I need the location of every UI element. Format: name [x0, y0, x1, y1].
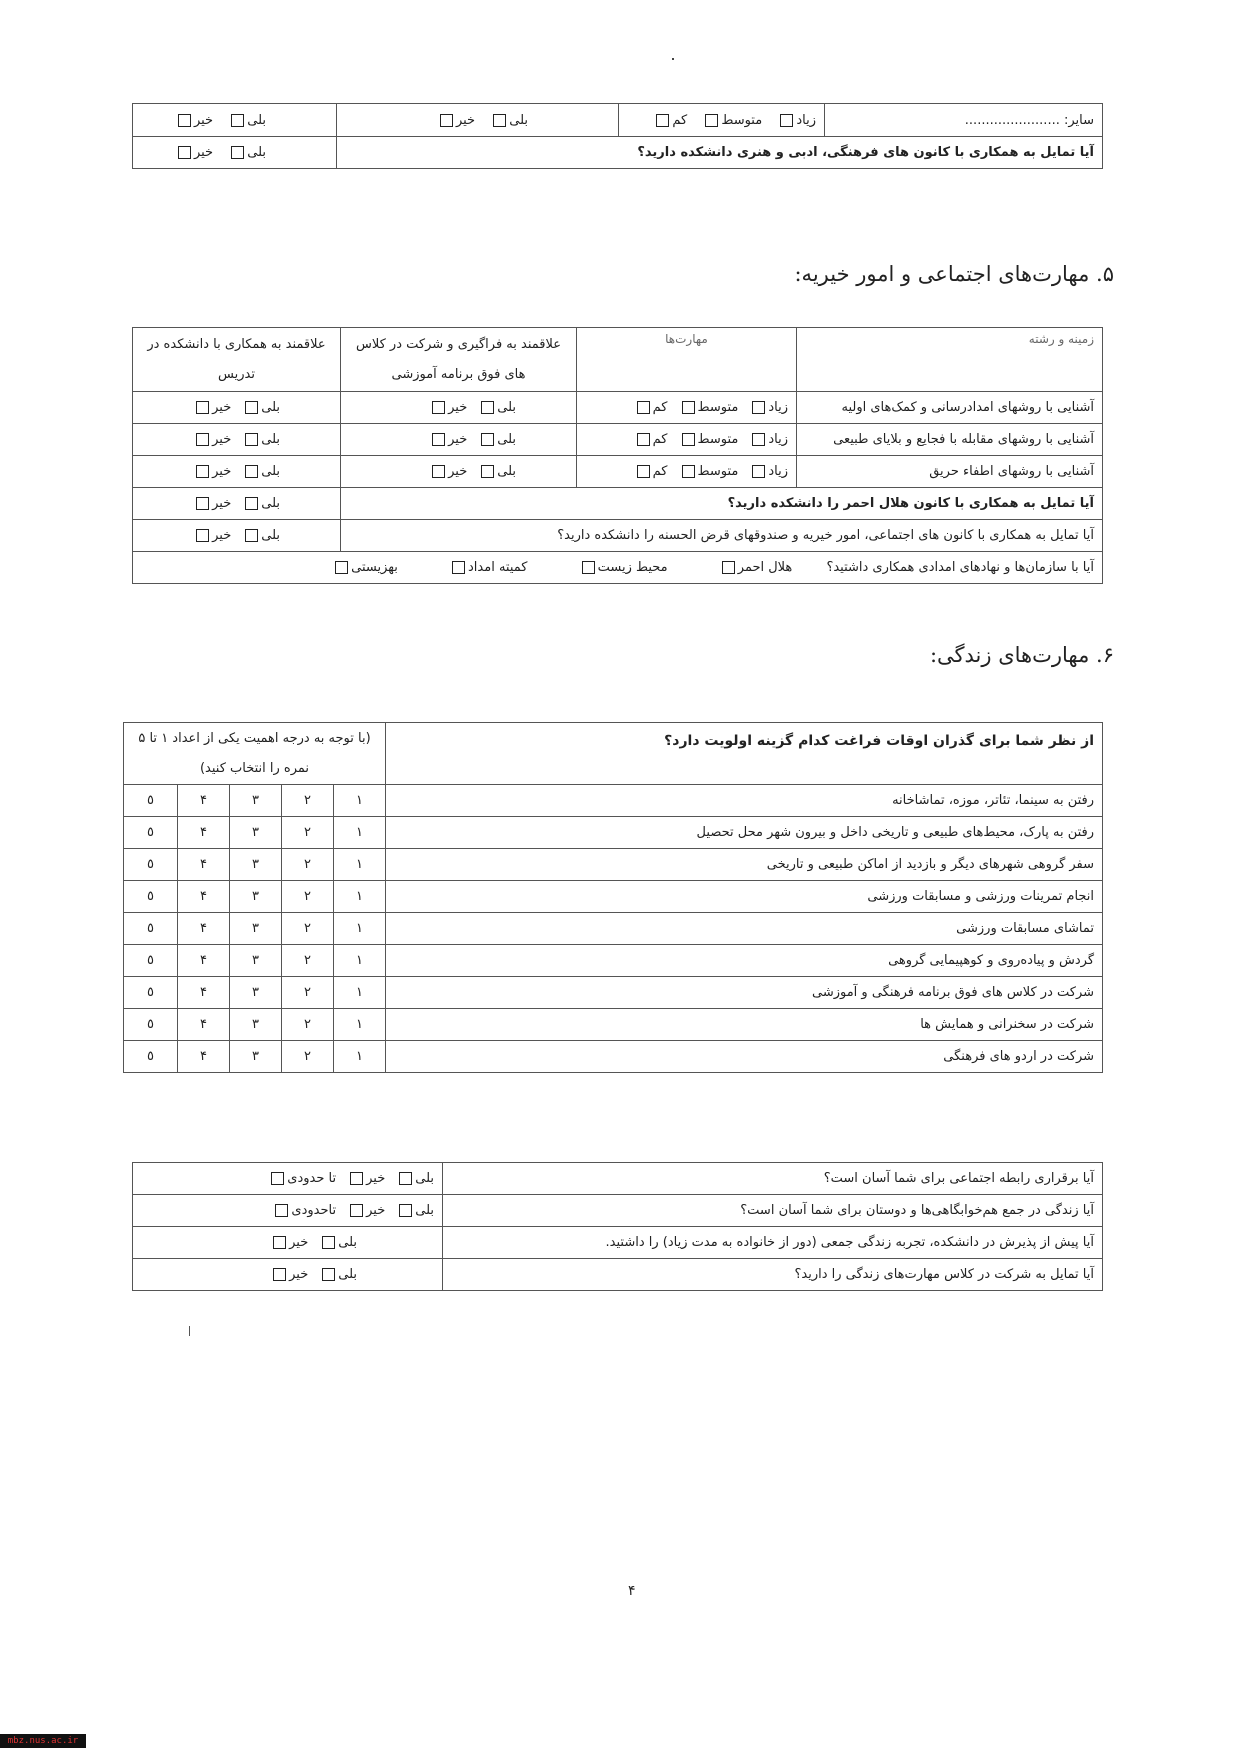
no-checkbox[interactable]: [273, 1236, 286, 1249]
limited-checkbox[interactable]: [271, 1172, 284, 1185]
no-checkbox[interactable]: [432, 401, 445, 414]
yes-no-options: بلیخیر: [133, 1227, 443, 1259]
charity-question: آیا تمایل به همکاری با کانون های اجتماعی، امور خیریه و صندوقهای قرض الحسنه را دانشکده دارید؟: [341, 520, 1103, 552]
level-options: زیاد متوسط کم: [619, 104, 825, 137]
no-checkbox[interactable]: [196, 497, 209, 510]
table-row: [124, 977, 1103, 1009]
score-option[interactable]: ۱: [334, 785, 386, 817]
score-option[interactable]: ۴: [178, 1041, 230, 1073]
yes-checkbox[interactable]: [481, 433, 494, 446]
scan-mark: [189, 1326, 190, 1336]
col-skills-header: مهارت‌ها: [577, 328, 797, 392]
level-options: زیادمتوسطکم: [577, 392, 797, 424]
leisure-item-label: سفر گروهی شهرهای دیگر و بازدید از اماکن طبیعی و تاریخی: [386, 849, 1103, 881]
relief-committee-checkbox[interactable]: [452, 561, 465, 574]
red-crescent-checkbox[interactable]: [722, 561, 735, 574]
no-checkbox[interactable]: [178, 114, 191, 127]
mid-checkbox[interactable]: [682, 465, 695, 478]
yes-no-options: بلیخیر: [133, 1259, 443, 1291]
score-option[interactable]: ۱: [334, 1009, 386, 1041]
yes-no-options: بلی خیر: [133, 137, 337, 169]
low-checkbox[interactable]: [637, 465, 650, 478]
score-option[interactable]: ۱: [334, 945, 386, 977]
score-option[interactable]: ۳: [230, 785, 282, 817]
table-row: [124, 817, 1103, 849]
leisure-instruction: (با توجه به درجه اهمیت یکی از اعداد ۱ تا ۵ نمره را انتخاب کنید): [124, 723, 386, 785]
yes-checkbox[interactable]: [399, 1204, 412, 1217]
score-option[interactable]: ٥: [124, 785, 178, 817]
score-option[interactable]: ۱: [334, 913, 386, 945]
no-checkbox[interactable]: [440, 114, 453, 127]
leisure-question: از نظر شما برای گذران اوقات فراغت کدام گزینه اولویت دارد؟: [386, 723, 1103, 785]
yes-checkbox[interactable]: [481, 401, 494, 414]
score-option[interactable]: ۴: [178, 817, 230, 849]
score-option[interactable]: ۴: [178, 977, 230, 1009]
yes-no-options: بلیخیر: [133, 392, 341, 424]
score-option[interactable]: ۴: [178, 881, 230, 913]
no-checkbox[interactable]: [273, 1268, 286, 1281]
cultural-question: آیا تمایل به همکاری با کانون های فرهنگی، ادبی و هنری دانشکده دارید؟: [337, 137, 1103, 169]
table-row: [124, 881, 1103, 913]
score-option[interactable]: ۲: [282, 913, 334, 945]
yes-checkbox[interactable]: [322, 1236, 335, 1249]
level-options: زیادمتوسطکم: [577, 424, 797, 456]
orgs-row: آیا با سازمان‌ها و نهادهای امدادی همکاری داشتید؟ هلال احمر محیط زیست کمیته امداد بهزیستی: [133, 552, 1103, 584]
limited-checkbox[interactable]: [275, 1204, 288, 1217]
section5-heading: ۵. مهارت‌های اجتماعی و امور خیریه:: [794, 262, 1114, 286]
high-checkbox[interactable]: [752, 401, 765, 414]
table-row: [124, 913, 1103, 945]
leisure-item-label: شرکت در کلاس های فوق برنامه فرهنگی و آموزشی: [386, 977, 1103, 1009]
table-row: [133, 392, 1103, 424]
yes-no-options: بلیخیر: [133, 456, 341, 488]
leisure-item-label: انجام تمرینات ورزشی و مسابقات ورزشی: [386, 881, 1103, 913]
yes-no-options: بلیخیر: [133, 488, 341, 520]
yes-checkbox[interactable]: [231, 146, 244, 159]
score-option[interactable]: ٥: [124, 977, 178, 1009]
low-checkbox[interactable]: [637, 401, 650, 414]
no-checkbox[interactable]: [196, 433, 209, 446]
score-option[interactable]: ۴: [178, 785, 230, 817]
yes-checkbox[interactable]: [322, 1268, 335, 1281]
yes-no-options: بلیخیر: [133, 424, 341, 456]
table-row: [124, 1041, 1103, 1073]
leisure-item-label: رفتن به پارک، محیط‌های طبیعی و تاریخی داخل و بیرون شهر محل تحصیل: [386, 817, 1103, 849]
score-option[interactable]: ۱: [334, 849, 386, 881]
col-field-header: زمینه و رشته: [797, 328, 1103, 392]
score-option[interactable]: ۲: [282, 1041, 334, 1073]
no-checkbox[interactable]: [178, 146, 191, 159]
no-checkbox[interactable]: [196, 529, 209, 542]
yes-no-options: بلی خیر: [337, 104, 619, 137]
table-row: [124, 945, 1103, 977]
welfare-checkbox[interactable]: [335, 561, 348, 574]
score-option[interactable]: ۱: [334, 881, 386, 913]
score-option[interactable]: ۲: [282, 1009, 334, 1041]
table-row: [133, 456, 1103, 488]
social-ease-question: آیا برقراری رابطه اجتماعی برای شما آسان است؟: [443, 1163, 1103, 1195]
yes-no-options: بلیخیر: [341, 392, 577, 424]
row-label: آشنایی با روشهای مقابله با فجایع و بلایای طبیعی: [797, 424, 1103, 456]
score-option[interactable]: ٥: [124, 1009, 178, 1041]
level-options: زیادمتوسطکم: [577, 456, 797, 488]
score-option[interactable]: ۲: [282, 945, 334, 977]
score-option[interactable]: ۳: [230, 849, 282, 881]
yes-checkbox[interactable]: [245, 433, 258, 446]
yes-checkbox[interactable]: [245, 465, 258, 478]
table-row: [124, 849, 1103, 881]
score-option[interactable]: ۱: [334, 817, 386, 849]
score-option[interactable]: ۲: [282, 977, 334, 1009]
score-option[interactable]: ۳: [230, 817, 282, 849]
yes-no-options: بلیخیر: [133, 520, 341, 552]
table-row: [124, 785, 1103, 817]
col-learn-header: علاقمند به فراگیری و شرکت در کلاس های فوق برنامه آموزشی: [341, 328, 577, 392]
yes-no-options: بلیخیر: [341, 456, 577, 488]
score-option[interactable]: ۴: [178, 849, 230, 881]
col-teach-header: علاقمند به همکاری با دانشکده در تدریس: [133, 328, 341, 392]
leisure-table: [123, 722, 1103, 1073]
score-option[interactable]: ۲: [282, 881, 334, 913]
life-skills-table: [132, 1162, 1103, 1291]
mid-checkbox[interactable]: [682, 401, 695, 414]
score-option[interactable]: ٥: [124, 913, 178, 945]
yes-checkbox[interactable]: [245, 401, 258, 414]
no-checkbox[interactable]: [350, 1204, 363, 1217]
leisure-item-label: شرکت در اردو های فرهنگی: [386, 1041, 1103, 1073]
row-label: آشنایی با روشهای امدادرسانی و کمک‌های اولیه: [797, 392, 1103, 424]
score-option[interactable]: ۳: [230, 977, 282, 1009]
yes-no-limited-options: بلیخیرتاحدودی: [133, 1195, 443, 1227]
cultural-table: [132, 103, 1103, 169]
score-option[interactable]: ۴: [178, 945, 230, 977]
site-watermark: mbz.nus.ac.ir: [0, 1734, 86, 1748]
score-option[interactable]: ٥: [124, 1041, 178, 1073]
score-option[interactable]: ۳: [230, 1009, 282, 1041]
orgs-question: آیا با سازمان‌ها و نهادهای امدادی همکاری داشتید؟: [826, 560, 1094, 575]
life-skills-class-question: آیا تمایل به شرکت در کلاس مهارت‌های زندگی را دارید؟: [443, 1259, 1103, 1291]
yes-checkbox[interactable]: [493, 114, 506, 127]
yes-checkbox[interactable]: [399, 1172, 412, 1185]
score-option[interactable]: ۳: [230, 1041, 282, 1073]
score-option[interactable]: ۳: [230, 881, 282, 913]
high-checkbox[interactable]: [780, 114, 793, 127]
no-checkbox[interactable]: [350, 1172, 363, 1185]
low-checkbox[interactable]: [656, 114, 669, 127]
no-checkbox[interactable]: [432, 433, 445, 446]
score-option[interactable]: ٥: [124, 817, 178, 849]
social-skills-table: [132, 327, 1103, 584]
no-checkbox[interactable]: [432, 465, 445, 478]
score-option[interactable]: ۲: [282, 785, 334, 817]
high-checkbox[interactable]: [752, 433, 765, 446]
leisure-item-label: گردش و پیاده‌روی و کوهپیمایی گروهی: [386, 945, 1103, 977]
no-checkbox[interactable]: [196, 401, 209, 414]
score-option[interactable]: ٥: [124, 945, 178, 977]
dorm-life-question: آیا زندگی در جمع هم‌خوابگاهی‌ها و دوستان برای شما آسان است؟: [443, 1195, 1103, 1227]
score-option[interactable]: ۱: [334, 1041, 386, 1073]
low-checkbox[interactable]: [637, 433, 650, 446]
red-crescent-question: آیا تمایل به همکاری با کانون هلال احمر را دانشکده دارید؟: [341, 488, 1103, 520]
yes-checkbox[interactable]: [245, 497, 258, 510]
no-checkbox[interactable]: [196, 465, 209, 478]
yes-no-options: بلیخیر: [341, 424, 577, 456]
score-option[interactable]: ٥: [124, 881, 178, 913]
page-number: ۴: [628, 1583, 636, 1599]
score-option[interactable]: ۴: [178, 913, 230, 945]
other-cell[interactable]: سایر: .......................: [825, 104, 1103, 137]
environment-checkbox[interactable]: [582, 561, 595, 574]
score-option[interactable]: ۴: [178, 1009, 230, 1041]
yes-checkbox[interactable]: [245, 529, 258, 542]
score-option[interactable]: ۲: [282, 817, 334, 849]
leisure-item-label: تماشای مسابقات ورزشی: [386, 913, 1103, 945]
score-option[interactable]: ۱: [334, 977, 386, 1009]
table-row: [124, 1009, 1103, 1041]
yes-checkbox[interactable]: [481, 465, 494, 478]
score-option[interactable]: ۳: [230, 945, 282, 977]
score-option[interactable]: ٥: [124, 849, 178, 881]
score-option[interactable]: ۲: [282, 849, 334, 881]
leisure-item-label: رفتن به سینما، تئاتر، موزه، تماشاخانه: [386, 785, 1103, 817]
high-checkbox[interactable]: [752, 465, 765, 478]
leisure-item-label: شرکت در سخنرانی و همایش ها: [386, 1009, 1103, 1041]
score-option[interactable]: ۳: [230, 913, 282, 945]
yes-checkbox[interactable]: [231, 114, 244, 127]
mid-checkbox[interactable]: [705, 114, 718, 127]
section6-heading: ۶. مهارت‌های زندگی:: [929, 643, 1114, 667]
yes-no-options: بلی خیر: [133, 104, 337, 137]
yes-no-limited-options: بلیخیرتا حدودی: [133, 1163, 443, 1195]
mid-checkbox[interactable]: [682, 433, 695, 446]
row-label: آشنایی با روشهای اطفاء حریق: [797, 456, 1103, 488]
table-row: [133, 424, 1103, 456]
group-living-question: آیا پیش از پذیرش در دانشکده، تجربه زندگی جمعی (دور از خانواده به مدت زیاد) را داشتید.: [443, 1227, 1103, 1259]
scan-dot: [672, 58, 674, 60]
